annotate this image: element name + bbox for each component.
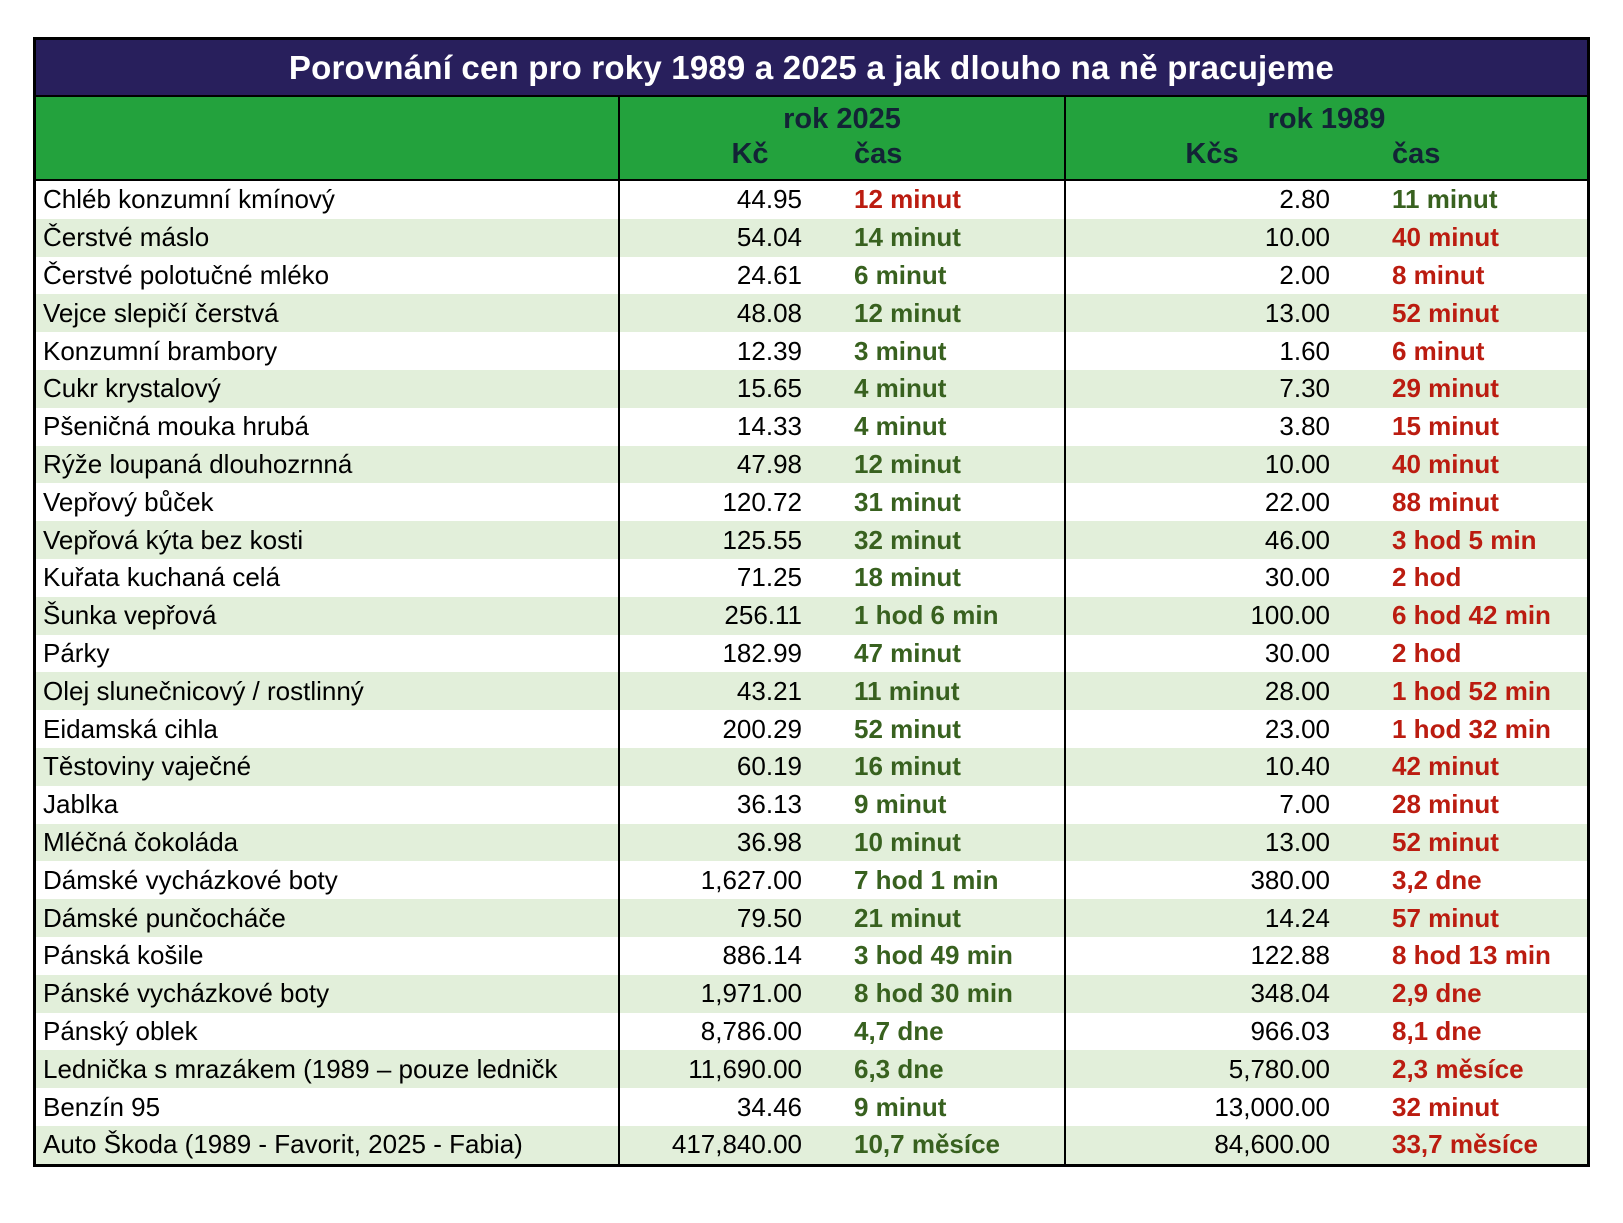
- time-2025: 16 minut: [810, 748, 1066, 786]
- price-2025: 14.33: [736, 411, 802, 442]
- time-1989: 2 hod: [1392, 637, 1462, 668]
- price-1989: 966.03: [1250, 1015, 1330, 1046]
- product-name: Lednička s mrazákem (1989 – pouze ledničk: [36, 1050, 620, 1088]
- price-2025: 12.39: [736, 335, 802, 366]
- header-time-2025: čas: [854, 138, 903, 170]
- table-row: [36, 559, 1587, 597]
- table-row: [36, 786, 1587, 824]
- table-row: [36, 1013, 1587, 1051]
- table-row: [36, 332, 1587, 370]
- time-2025: 4,7 dne: [810, 1013, 1066, 1051]
- price-1989: 14.24: [1264, 902, 1330, 933]
- price-1989: 13,000.00: [1214, 1091, 1330, 1122]
- price-2025: 34.46: [736, 1091, 802, 1122]
- header-time-1989: čas: [1392, 138, 1441, 170]
- product-name: Eidamská cihla: [36, 710, 620, 748]
- product-name: Dámské punčocháče: [36, 899, 620, 937]
- time-1989: 88 minut: [1392, 486, 1499, 517]
- header-empty-cell: [36, 97, 620, 179]
- price-2025: 182.99: [722, 637, 802, 668]
- time-1989: 15 minut: [1392, 411, 1499, 442]
- table-row: [36, 370, 1587, 408]
- time-1989: 1 hod 32 min: [1392, 713, 1551, 744]
- product-name: Chléb konzumní kmínový: [36, 181, 620, 219]
- table-row: [36, 521, 1587, 559]
- header-group-2025: [620, 97, 1066, 179]
- price-2025: 125.55: [722, 524, 802, 555]
- price-1989: 122.88: [1250, 940, 1330, 971]
- table-row: [36, 710, 1587, 748]
- time-1989: 8 minut: [1392, 259, 1485, 290]
- time-2025: 11 minut: [810, 672, 1066, 710]
- time-1989: 40 minut: [1392, 222, 1499, 253]
- time-2025: 7 hod 1 min: [810, 861, 1066, 899]
- time-1989: 6 minut: [1392, 335, 1485, 366]
- product-name: Rýže loupaná dlouhozrnná: [36, 446, 620, 484]
- product-name: Čerstvé máslo: [36, 219, 620, 257]
- time-1989: 1 hod 52 min: [1392, 675, 1551, 706]
- time-1989: 57 minut: [1392, 902, 1499, 933]
- price-2025: 54.04: [736, 222, 802, 253]
- time-2025: 6,3 dne: [810, 1050, 1066, 1088]
- price-1989: 3.80: [1279, 411, 1330, 442]
- time-2025: 31 minut: [810, 483, 1066, 521]
- time-1989: 11 minut: [1392, 184, 1498, 215]
- price-2025: 79.50: [736, 902, 802, 933]
- product-name: Dámské vycházkové boty: [36, 861, 620, 899]
- price-2025: 120.72: [722, 486, 802, 517]
- table-body: [36, 181, 1587, 1164]
- product-name: Olej slunečnicový / rostlinný: [36, 672, 620, 710]
- price-1989: 13.00: [1264, 826, 1330, 857]
- price-2025: 886.14: [722, 940, 802, 971]
- price-1989: 5,780.00: [1228, 1053, 1330, 1084]
- time-2025: 52 minut: [810, 710, 1066, 748]
- price-1989: 84,600.00: [1214, 1129, 1330, 1160]
- time-1989: 2 hod: [1392, 562, 1462, 593]
- time-2025: 10 minut: [810, 824, 1066, 862]
- time-2025: 4 minut: [810, 370, 1066, 408]
- time-2025: 3 minut: [810, 332, 1066, 370]
- price-2025: 48.08: [736, 297, 802, 328]
- table-row: [36, 597, 1587, 635]
- price-1989: 23.00: [1264, 713, 1330, 744]
- product-name: Benzín 95: [36, 1088, 620, 1126]
- time-2025: 12 minut: [810, 294, 1066, 332]
- price-2025: 36.13: [736, 789, 802, 820]
- price-comparison-table: [33, 37, 1590, 1167]
- table-row: [36, 219, 1587, 257]
- time-2025: 12 minut: [810, 181, 1066, 219]
- product-name: Auto Škoda (1989 - Favorit, 2025 - Fabia): [36, 1126, 620, 1164]
- table-row: [36, 1126, 1587, 1164]
- price-2025: 256.11: [724, 600, 802, 631]
- price-1989: 30.00: [1264, 562, 1330, 593]
- product-name: Pánský oblek: [36, 1013, 620, 1051]
- product-name: Vepřový bůček: [36, 483, 620, 521]
- price-1989: 100.00: [1250, 600, 1330, 631]
- time-1989: 29 minut: [1392, 373, 1499, 404]
- price-1989: 380.00: [1250, 864, 1330, 895]
- price-1989: 7.30: [1279, 373, 1330, 404]
- price-1989: 2.00: [1279, 259, 1330, 290]
- product-name: Mléčná čokoláda: [36, 824, 620, 862]
- time-1989: 2,3 měsíce: [1392, 1053, 1524, 1084]
- table-row: [36, 824, 1587, 862]
- table-row: [36, 748, 1587, 786]
- price-1989: 10.00: [1264, 448, 1330, 479]
- product-name: Šunka vepřová: [36, 597, 620, 635]
- time-1989: 6 hod 42 min: [1392, 600, 1551, 631]
- price-2025: 15.65: [736, 373, 802, 404]
- product-name: Konzumní brambory: [36, 332, 620, 370]
- price-1989: 30.00: [1264, 637, 1330, 668]
- table-row: [36, 672, 1587, 710]
- time-2025: 21 minut: [810, 899, 1066, 937]
- header-group-1989: [1066, 97, 1587, 179]
- price-2025: 1,627.00: [700, 864, 802, 895]
- header-currency-2025: Kč: [731, 138, 769, 170]
- price-1989: 7.00: [1279, 789, 1330, 820]
- price-1989: 2.80: [1279, 184, 1330, 215]
- time-1989: 2,9 dne: [1392, 978, 1482, 1009]
- price-1989: 10.40: [1264, 751, 1330, 782]
- header-year-1989: rok 1989: [1267, 103, 1386, 135]
- table-row: [36, 1088, 1587, 1126]
- time-1989: 40 minut: [1392, 448, 1499, 479]
- table-row: [36, 635, 1587, 673]
- price-2025: 417,840.00: [671, 1129, 802, 1160]
- price-2025: 43.21: [736, 675, 802, 706]
- time-1989: 3,2 dne: [1392, 864, 1482, 895]
- time-2025: 18 minut: [810, 559, 1066, 597]
- table-row: [36, 257, 1587, 295]
- price-2025: 60.19: [736, 751, 802, 782]
- product-name: Pánská košile: [36, 937, 620, 975]
- price-1989: 46.00: [1264, 524, 1330, 555]
- time-2025: 47 minut: [810, 635, 1066, 673]
- price-1989: 28.00: [1264, 675, 1330, 706]
- time-2025: 10,7 měsíce: [810, 1126, 1066, 1164]
- time-1989: 8 hod 13 min: [1392, 940, 1551, 971]
- time-2025: 1 hod 6 min: [810, 597, 1066, 635]
- price-2025: 200.29: [722, 713, 802, 744]
- product-name: Kuřata kuchaná celá: [36, 559, 620, 597]
- product-name: Čerstvé polotučné mléko: [36, 257, 620, 295]
- price-2025: 47.98: [736, 448, 802, 479]
- product-name: Párky: [36, 635, 620, 673]
- product-name: Pánské vycházkové boty: [36, 975, 620, 1013]
- price-1989: 22.00: [1264, 486, 1330, 517]
- table-title: Porovnání cen pro roky 1989 a 2025 a jak dlouho na ně pracujeme: [36, 40, 1587, 97]
- header-year-2025: rok 2025: [783, 103, 901, 135]
- time-2025: 14 minut: [810, 219, 1066, 257]
- time-1989: 28 minut: [1392, 789, 1499, 820]
- time-1989: 52 minut: [1392, 826, 1499, 857]
- time-1989: 3 hod 5 min: [1392, 524, 1537, 555]
- time-2025: 9 minut: [810, 786, 1066, 824]
- product-name: Těstoviny vaječné: [36, 748, 620, 786]
- time-1989: 52 minut: [1392, 297, 1499, 328]
- table-row: [36, 975, 1587, 1013]
- table-header: [36, 97, 1587, 181]
- price-2025: 36.98: [736, 826, 802, 857]
- product-name: Vejce slepičí čerstvá: [36, 294, 620, 332]
- price-1989: 13.00: [1264, 297, 1330, 328]
- product-name: Vepřová kýta bez kosti: [36, 521, 620, 559]
- table-row: [36, 483, 1587, 521]
- time-1989: 8,1 dne: [1392, 1015, 1482, 1046]
- table-row: [36, 181, 1587, 219]
- product-name: Cukr krystalový: [36, 370, 620, 408]
- time-2025: 4 minut: [810, 408, 1066, 446]
- time-1989: 33,7 měsíce: [1392, 1129, 1539, 1160]
- header-currency-1989: Kčs: [1185, 138, 1239, 170]
- time-2025: 12 minut: [810, 446, 1066, 484]
- table-row: [36, 861, 1587, 899]
- time-2025: 6 minut: [810, 257, 1066, 295]
- price-2025: 1,971.00: [700, 978, 802, 1009]
- table-row: [36, 899, 1587, 937]
- table-row: [36, 446, 1587, 484]
- price-2025: 8,786.00: [700, 1015, 802, 1046]
- time-2025: 9 minut: [810, 1088, 1066, 1126]
- price-2025: 71.25: [736, 562, 802, 593]
- price-2025: 11,690.00: [688, 1053, 802, 1084]
- table-row: [36, 408, 1587, 446]
- price-1989: 348.04: [1250, 978, 1330, 1009]
- time-1989: 32 minut: [1392, 1091, 1499, 1122]
- price-2025: 24.61: [736, 259, 802, 290]
- time-2025: 3 hod 49 min: [810, 937, 1066, 975]
- product-name: Pšeničná mouka hrubá: [36, 408, 620, 446]
- table-row: [36, 1050, 1587, 1088]
- table-row: [36, 937, 1587, 975]
- time-2025: 32 minut: [810, 521, 1066, 559]
- product-name: Jablka: [36, 786, 620, 824]
- time-1989: 42 minut: [1392, 751, 1499, 782]
- price-1989: 1.60: [1279, 335, 1330, 366]
- price-2025: 44.95: [736, 184, 802, 215]
- price-1989: 10.00: [1264, 222, 1330, 253]
- table-row: [36, 294, 1587, 332]
- time-2025: 8 hod 30 min: [810, 975, 1066, 1013]
